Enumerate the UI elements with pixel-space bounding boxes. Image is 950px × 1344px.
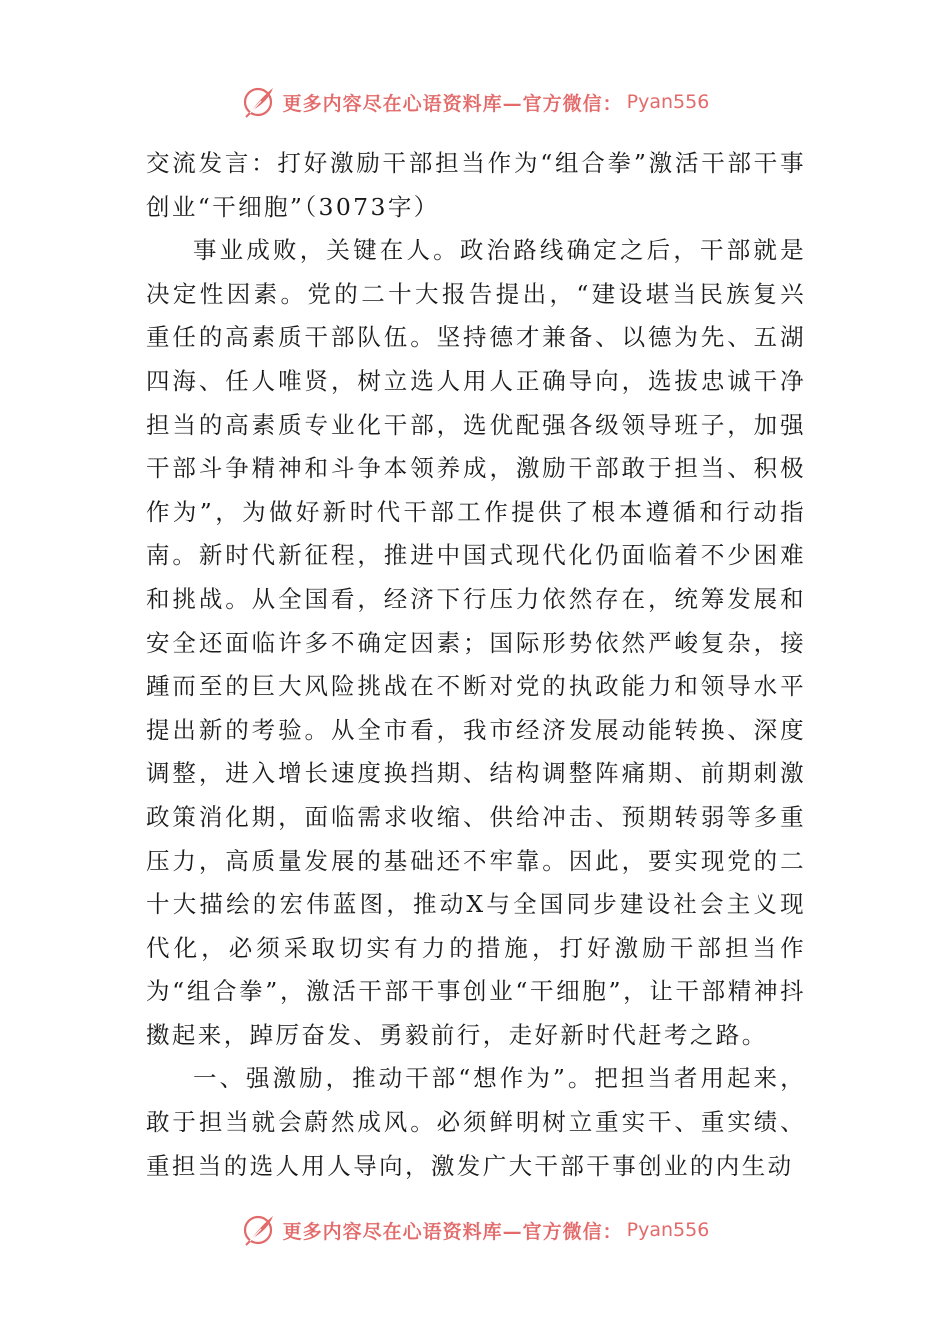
watermark-account: Pyan556 — [626, 91, 710, 113]
watermark-banner-bottom — [0, 1208, 950, 1252]
watermark-banner-top — [0, 80, 950, 124]
watermark-site-text: 更多内容尽在心语资料库—官方微信： — [282, 92, 623, 115]
watermark-account: Pyan556 — [626, 1219, 710, 1241]
document-title: 交流发言：打好激励干部担当作为“组合拳”激活干部干事创业“干细胞”（3073字） — [146, 149, 806, 221]
watermark-site-text: 更多内容尽在心语资料库—官方微信： — [282, 1220, 623, 1243]
paragraph-intro: 事业成败，关键在人。政治路线确定之后，干部就是决定性因素。党的二十大报告提出，“建设堪当民族复兴重任的高素质干部队伍。坚持德才兼备、以德为先、五湖四海、任人唯贤，树立选人用人正确导向，选拔忠诚干净担当的高素质专业化干部，选优配强各级领导班子，加强干部斗争精神和斗争本领养成，激励干部敢于担当、积极作为”，为做好新时代干部工作提供了根本遵循和行动指南。新时代新征程，推进中国式现代化仍面临着不少困难和挑战。从全国看，经济下行压力依然存在，统筹发展和安全还面临许多不确定因素；国际形势依然严峻复杂，接踵而至的巨大风险挑战在不断对党的执政能力和领导水平提出新的考验。从全市看，我市经济发展动能转换、深度调整，进入增长速度换挡期、结构调整阵痛期、前期刺激政策消化期，面临需求收缩、供给冲击、预期转弱等多重压力，高质量发展的基础还不牢靠。因此，要实现党的二十大描绘的宏伟蓝图，推动X与全国同步建设社会主义现代化，必须采取切实有力的措施，打好激励干部担当作为“组合拳”，激活干部干事创业“干细胞”，让干部精神抖擞起来，踔厉奋发、勇毅前行，走好新时代赶考之路。 — [146, 236, 806, 1049]
document-body — [146, 142, 806, 1188]
quill-pen-icon — [241, 84, 277, 120]
quill-pen-icon — [241, 1212, 277, 1248]
paragraph-section-one: 一、强激励，推动干部“想作为”。把担当者用起来，敢于担当就会蔚然成风。必须鲜明树立重实干、重实绩、重担当的选人用人导向，激发广大干部干事创业的内生动 — [146, 1064, 806, 1180]
